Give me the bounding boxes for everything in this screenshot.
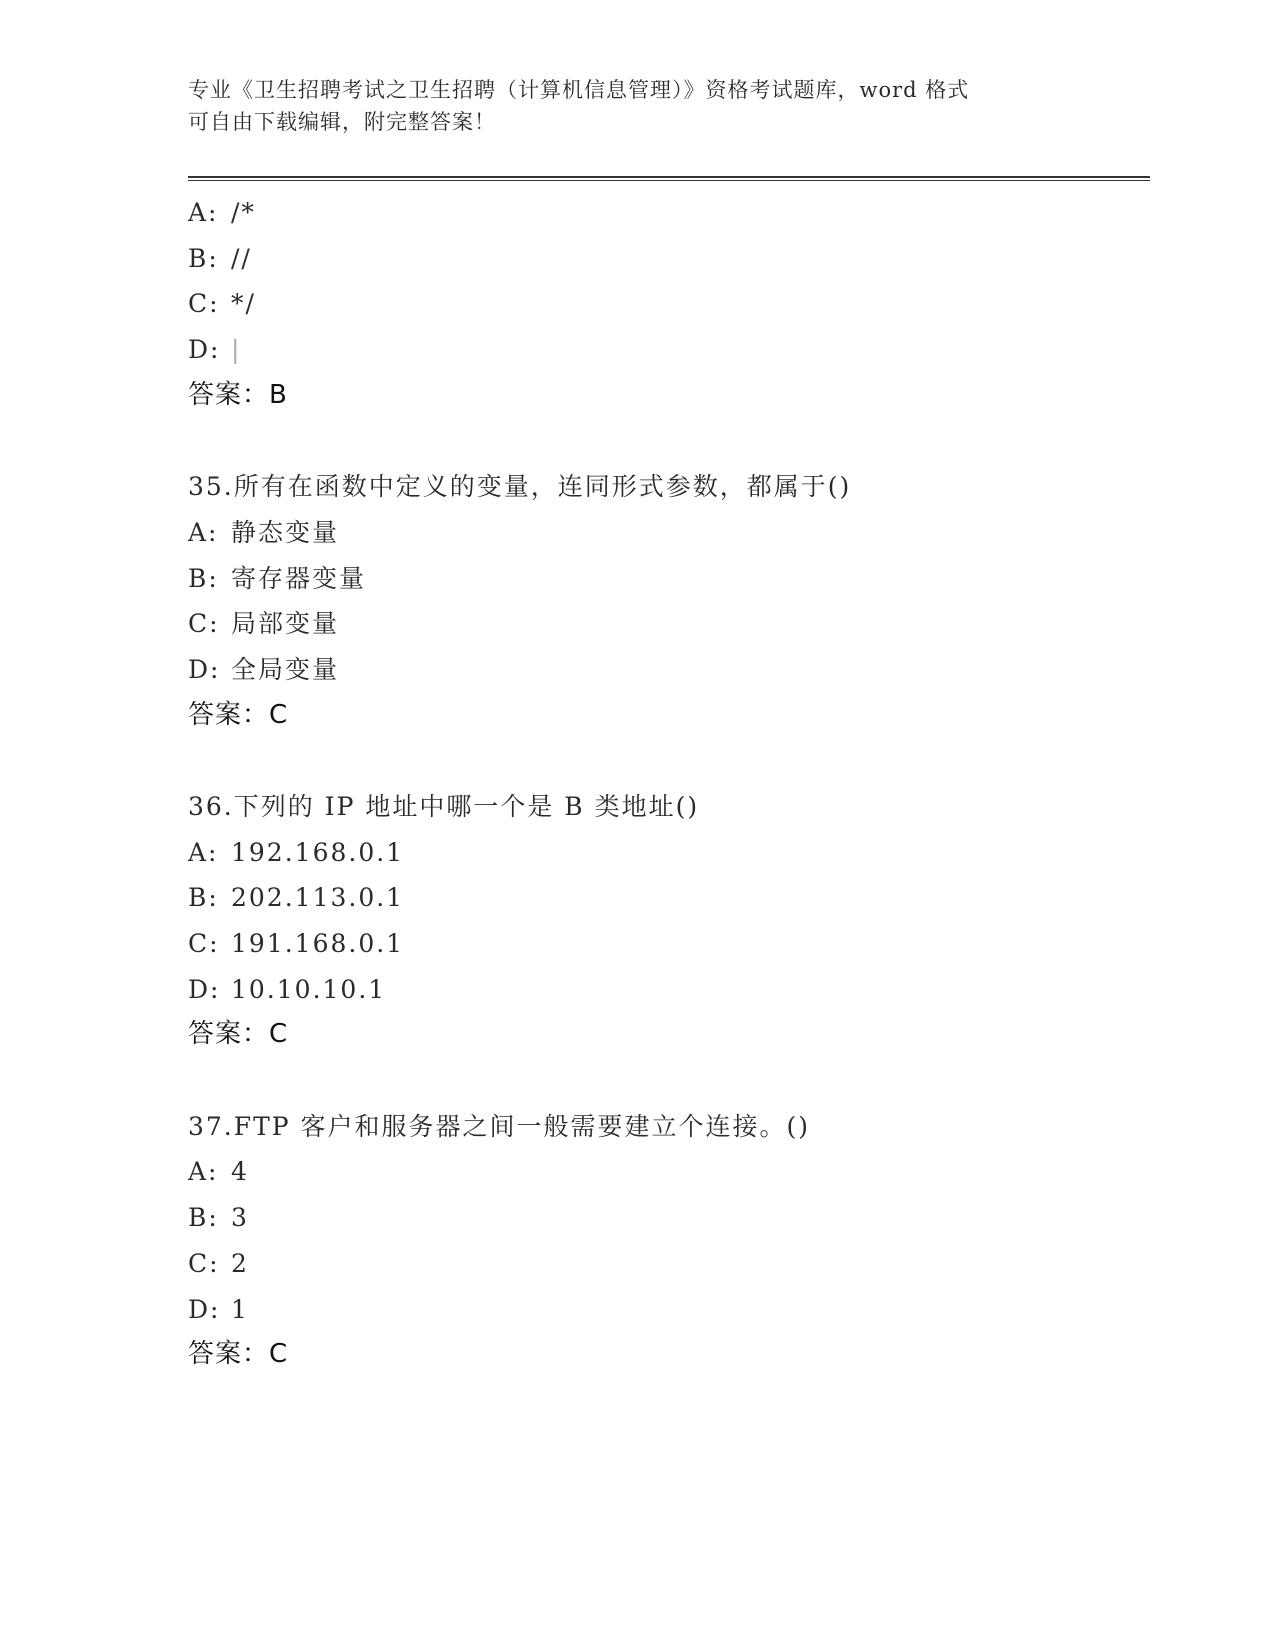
document-header xyxy=(188,74,1068,138)
option-a: A: 192.168.0.1 xyxy=(188,837,405,867)
question-block-36 xyxy=(188,784,1148,1058)
header-divider xyxy=(188,176,1150,181)
option-b: B: 寄存器变量 xyxy=(188,563,367,593)
header-line-2: 可自由下载编辑，附完整答案！ xyxy=(188,110,496,134)
question-list xyxy=(188,190,1148,1378)
option-a: A: 4 xyxy=(188,1157,249,1187)
option-c: C: */ xyxy=(188,289,256,319)
answer-line: 答案：C xyxy=(188,1019,289,1050)
option-c: C: 191.168.0.1 xyxy=(188,929,405,958)
spacer xyxy=(188,738,1148,784)
option-c: C: 2 xyxy=(188,1248,249,1278)
option-a: A: /* xyxy=(188,198,256,227)
question-stem: 35.所有在函数中定义的变量，连同形式参数，都属于() xyxy=(188,472,852,502)
option-b: B: // xyxy=(188,243,252,273)
header-line-1: 专业《卫生招聘考试之卫生招聘（计算机信息管理）》资格考试题库，word 格式 xyxy=(188,78,970,102)
question-block-34 xyxy=(188,190,1148,418)
option-d: D: | xyxy=(188,335,242,365)
question-block-35 xyxy=(188,464,1148,738)
answer-line: 答案：C xyxy=(188,1339,289,1370)
answer-line: 答案：C xyxy=(188,699,289,730)
option-d: D: 1 xyxy=(188,1294,249,1324)
option-c: C: 局部变量 xyxy=(188,609,340,639)
question-stem: 37.FTP 客户和服务器之间一般需要建立个连接。() xyxy=(188,1111,811,1141)
option-a: A: 静态变量 xyxy=(188,517,340,547)
option-b: B: 202.113.0.1 xyxy=(188,883,405,913)
spacer xyxy=(188,1058,1148,1104)
spacer xyxy=(188,418,1148,464)
question-block-37 xyxy=(188,1104,1148,1378)
question-stem: 36.下列的 IP 地址中哪一个是 B 类地址() xyxy=(188,791,700,821)
option-d: D: 全局变量 xyxy=(188,654,340,684)
answer-line: 答案：B xyxy=(188,379,288,410)
option-b: B: 3 xyxy=(188,1203,249,1233)
option-d: D: 10.10.10.1 xyxy=(188,974,387,1004)
